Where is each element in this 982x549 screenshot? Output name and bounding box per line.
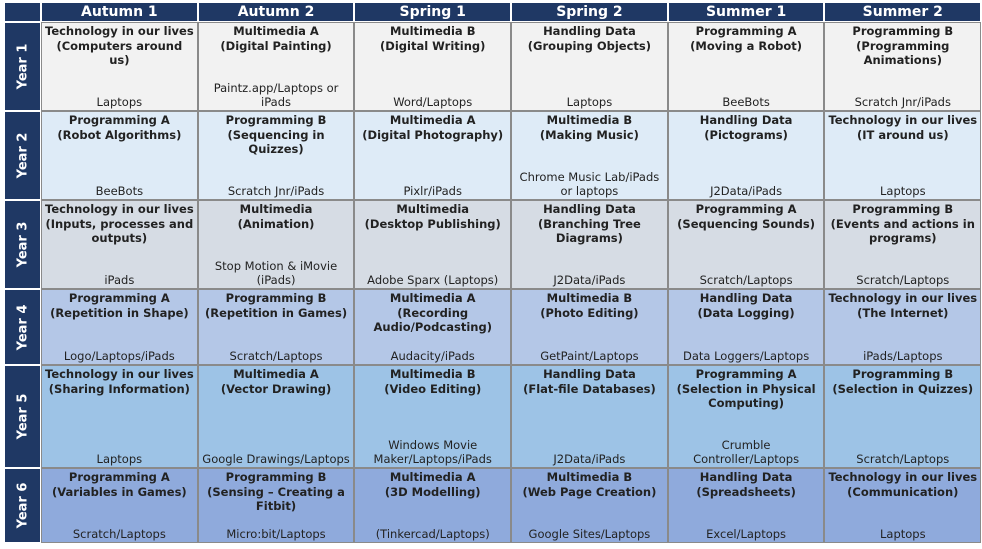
unit-resource: Word/Laptops: [393, 95, 473, 109]
unit-topic: (Communication): [847, 484, 959, 499]
unit-cell: [198, 365, 355, 468]
year-label: Year 6: [15, 482, 31, 529]
unit-topic: (Sensing – Creating a Fitbit): [207, 484, 345, 513]
unit-topic: (Data Logging): [697, 305, 795, 320]
unit-heading: [45, 291, 194, 320]
unit-resource: Scratch/Laptops: [856, 452, 950, 466]
unit-heading: [202, 202, 351, 231]
unit-heading: [828, 113, 977, 142]
unit-resource: Scratch/Laptops: [72, 527, 166, 541]
unit-heading: [45, 202, 194, 246]
unit-heading: [515, 291, 664, 320]
unit-resource: iPads/Laptops: [863, 349, 943, 363]
column-header-summer-1: Summer 1: [668, 2, 825, 22]
unit-topic: (Variables in Games): [51, 484, 187, 499]
unit-title: Programming B: [225, 470, 327, 484]
unit-resource: Laptops: [96, 95, 143, 109]
unit-title: Programming B: [225, 291, 327, 305]
unit-cell: [511, 468, 668, 543]
unit-heading: [202, 367, 351, 396]
unit-resource: Scratch/Laptops: [856, 273, 950, 287]
unit-topic: (Programming Animations): [856, 38, 950, 67]
unit-cell: [198, 22, 355, 111]
year-header: [4, 111, 41, 200]
unit-title: Technology in our lives: [45, 24, 194, 38]
table-corner: [4, 2, 41, 22]
unit-title: Technology in our lives: [45, 202, 194, 216]
unit-title: Multimedia B: [546, 291, 633, 305]
unit-heading: [828, 470, 977, 499]
unit-topic: (Sequencing in Quizzes): [227, 127, 325, 156]
unit-heading: [358, 113, 507, 142]
unit-title: Handling Data: [543, 367, 636, 381]
unit-title: Programming A: [695, 367, 797, 381]
unit-title: Multimedia B: [546, 113, 633, 127]
unit-resource: GetPaint/Laptops: [540, 349, 639, 363]
year-label: Year 5: [15, 393, 31, 440]
unit-topic: (Web Page Creation): [522, 484, 657, 499]
unit-title: Handling Data: [699, 470, 793, 484]
unit-topic: (Repetition in Shape): [50, 305, 189, 320]
unit-resource: Stop Motion & iMovie (iPads): [214, 259, 338, 287]
unit-cell: [354, 468, 511, 543]
unit-title: Technology in our lives: [45, 367, 194, 381]
unit-resource: Adobe Sparx (Laptops): [367, 273, 499, 287]
unit-resource: Data Loggers/Laptops: [682, 349, 810, 363]
unit-heading: [45, 113, 194, 142]
unit-topic: (Desktop Publishing): [364, 216, 501, 231]
unit-topic: (Selection in Physical Computing): [676, 381, 816, 410]
unit-title: Programming B: [852, 202, 954, 216]
unit-topic: (Flat-file Databases): [523, 381, 656, 396]
unit-cell: [511, 200, 668, 289]
unit-resource: Paintz.app/Laptops or iPads: [213, 81, 339, 109]
unit-topic: (Grouping Objects): [527, 38, 652, 53]
unit-resource: Scratch Jnr/iPads: [854, 95, 951, 109]
column-header-autumn-2: Autumn 2: [198, 2, 355, 22]
unit-resource: (Tinkercad/Laptops): [375, 527, 490, 541]
unit-heading: [358, 291, 507, 335]
unit-title: Handling Data: [699, 291, 793, 305]
unit-cell: [824, 365, 981, 468]
unit-cell: [41, 365, 198, 468]
unit-resource: Laptops: [879, 184, 926, 198]
year-header: [4, 468, 41, 543]
column-header-autumn-1: Autumn 1: [41, 2, 198, 22]
unit-topic: (Digital Photography): [362, 127, 504, 142]
unit-title: Multimedia B: [389, 24, 476, 38]
unit-topic: (Inputs, processes and outputs): [45, 216, 194, 245]
unit-cell: [41, 22, 198, 111]
unit-topic: (3D Modelling): [384, 484, 481, 499]
unit-cell: [668, 468, 825, 543]
unit-heading: [45, 470, 194, 499]
unit-heading: [672, 113, 821, 142]
year-label: Year 4: [15, 304, 31, 350]
unit-title: Technology in our lives: [828, 470, 978, 484]
unit-title: Handling Data: [699, 113, 793, 127]
unit-topic: (Making Music): [539, 127, 639, 142]
year-label: Year 3: [15, 221, 31, 268]
unit-resource: Google Sites/Laptops: [528, 527, 651, 541]
unit-cell: [668, 200, 825, 289]
unit-resource: Windows Movie Maker/Laptops/iPads: [373, 438, 492, 466]
unit-resource: BeeBots: [722, 95, 770, 109]
unit-cell: [354, 22, 511, 111]
unit-title: Multimedia A: [233, 24, 319, 38]
unit-cell: [41, 111, 198, 200]
column-header-spring-2: Spring 2: [511, 2, 668, 22]
unit-resource: Laptops: [96, 452, 143, 466]
unit-title: Programming A: [68, 470, 170, 484]
unit-topic: (Digital Writing): [380, 38, 486, 53]
unit-heading: [515, 202, 664, 246]
column-header-spring-1: Spring 1: [354, 2, 511, 22]
unit-cell: [198, 111, 355, 200]
unit-title: Programming A: [68, 113, 170, 127]
unit-title: Technology in our lives: [828, 113, 978, 127]
unit-title: Multimedia: [239, 202, 313, 216]
year-header: [4, 289, 41, 365]
unit-topic: (Robot Algorithms): [57, 127, 182, 142]
unit-cell: [668, 111, 825, 200]
unit-cell: [511, 289, 668, 365]
column-header-summer-2: Summer 2: [824, 2, 981, 22]
unit-cell: [198, 468, 355, 543]
unit-topic: (Recording Audio/Podcasting): [373, 305, 492, 334]
unit-topic: (Spreadsheets): [696, 484, 796, 499]
unit-topic: (Selection in Quizzes): [832, 381, 974, 396]
unit-heading: [672, 291, 821, 320]
unit-heading: [828, 367, 977, 396]
unit-heading: [828, 291, 977, 320]
unit-cell: [354, 365, 511, 468]
unit-title: Technology in our lives: [828, 291, 978, 305]
year-label: Year 1: [15, 43, 31, 90]
unit-cell: [198, 289, 355, 365]
unit-title: Multimedia A: [389, 470, 476, 484]
unit-topic: (Repetition in Games): [204, 305, 348, 320]
unit-heading: [672, 202, 821, 231]
unit-cell: [511, 365, 668, 468]
unit-cell: [824, 200, 981, 289]
unit-resource: Chrome Music Lab/iPads or laptops: [519, 170, 660, 198]
unit-title: Multimedia A: [389, 113, 476, 127]
unit-resource: BeeBots: [95, 184, 144, 198]
unit-heading: [358, 202, 507, 231]
unit-topic: (Computers around us): [56, 38, 183, 67]
unit-title: Handling Data: [543, 24, 636, 38]
unit-topic: (Digital Painting): [220, 38, 332, 53]
unit-cell: [41, 468, 198, 543]
unit-cell: [668, 289, 825, 365]
unit-topic: (Events and actions in programs): [830, 216, 975, 245]
year-header: [4, 22, 41, 111]
unit-cell: [41, 289, 198, 365]
unit-title: Programming B: [852, 24, 954, 38]
unit-cell: [41, 200, 198, 289]
unit-cell: [511, 111, 668, 200]
unit-resource: Scratch/Laptops: [699, 273, 793, 287]
unit-title: Programming A: [695, 202, 797, 216]
unit-topic: (Sharing Information): [48, 381, 190, 396]
unit-cell: [824, 22, 981, 111]
unit-heading: [202, 470, 351, 514]
unit-cell: [198, 200, 355, 289]
unit-topic: (Moving a Robot): [690, 38, 803, 53]
unit-heading: [202, 113, 351, 157]
unit-cell: [824, 468, 981, 543]
unit-title: Multimedia B: [546, 470, 633, 484]
unit-resource: Scratch/Laptops: [229, 349, 323, 363]
unit-heading: [515, 470, 664, 499]
unit-cell: [354, 111, 511, 200]
unit-cell: [824, 289, 981, 365]
year-label: Year 2: [15, 132, 31, 179]
unit-resource: J2Data/iPads: [553, 273, 626, 287]
unit-title: Handling Data: [543, 202, 636, 216]
unit-resource: Scratch Jnr/iPads: [227, 184, 325, 198]
unit-topic: (Sequencing Sounds): [677, 216, 815, 231]
unit-heading: [672, 367, 821, 411]
unit-resource: Laptops: [879, 527, 926, 541]
unit-title: Multimedia: [396, 202, 470, 216]
unit-title: Programming B: [225, 113, 327, 127]
unit-heading: [358, 470, 507, 499]
unit-resource: Pixlr/iPads: [403, 184, 462, 198]
unit-heading: [672, 24, 821, 53]
unit-heading: [358, 367, 507, 396]
unit-heading: [358, 24, 507, 53]
unit-heading: [828, 202, 977, 246]
unit-topic: (The Internet): [857, 305, 949, 320]
unit-cell: [354, 200, 511, 289]
unit-cell: [354, 289, 511, 365]
unit-heading: [45, 24, 194, 68]
unit-title: Programming B: [852, 367, 954, 381]
unit-resource: Audacity/iPads: [390, 349, 475, 363]
unit-resource: Micro:bit/Laptops: [226, 527, 326, 541]
unit-heading: [202, 291, 351, 320]
unit-resource: Crumble Controller/Laptops: [693, 438, 800, 466]
unit-heading: [515, 113, 664, 142]
unit-title: Programming A: [695, 24, 797, 38]
unit-resource: J2Data/iPads: [710, 184, 783, 198]
unit-topic: (Pictograms): [704, 127, 788, 142]
unit-topic: (Vector Drawing): [220, 381, 332, 396]
unit-title: Programming A: [68, 291, 170, 305]
unit-resource: Google Drawings/Laptops: [202, 452, 350, 466]
unit-topic: (Animation): [237, 216, 315, 231]
unit-title: Multimedia A: [233, 367, 319, 381]
unit-heading: [515, 24, 664, 53]
unit-topic: (Branching Tree Diagrams): [537, 216, 641, 245]
unit-resource: Excel/Laptops: [706, 527, 787, 541]
unit-cell: [668, 365, 825, 468]
unit-heading: [202, 24, 351, 53]
unit-cell: [511, 22, 668, 111]
curriculum-table: [4, 2, 981, 543]
year-header: [4, 200, 41, 289]
unit-cell: [668, 22, 825, 111]
unit-resource: iPads: [104, 273, 135, 287]
unit-topic: (IT around us): [856, 127, 949, 142]
unit-heading: [45, 367, 194, 396]
unit-topic: (Photo Editing): [540, 305, 639, 320]
unit-heading: [828, 24, 977, 68]
unit-heading: [672, 470, 821, 499]
unit-resource: Laptops: [566, 95, 613, 109]
year-header: [4, 365, 41, 468]
unit-title: Multimedia A: [389, 291, 476, 305]
unit-resource: Logo/Laptops/iPads: [63, 349, 175, 363]
unit-cell: [824, 111, 981, 200]
unit-title: Multimedia B: [389, 367, 476, 381]
unit-resource: J2Data/iPads: [553, 452, 626, 466]
unit-topic: (Video Editing): [384, 381, 482, 396]
unit-heading: [515, 367, 664, 396]
